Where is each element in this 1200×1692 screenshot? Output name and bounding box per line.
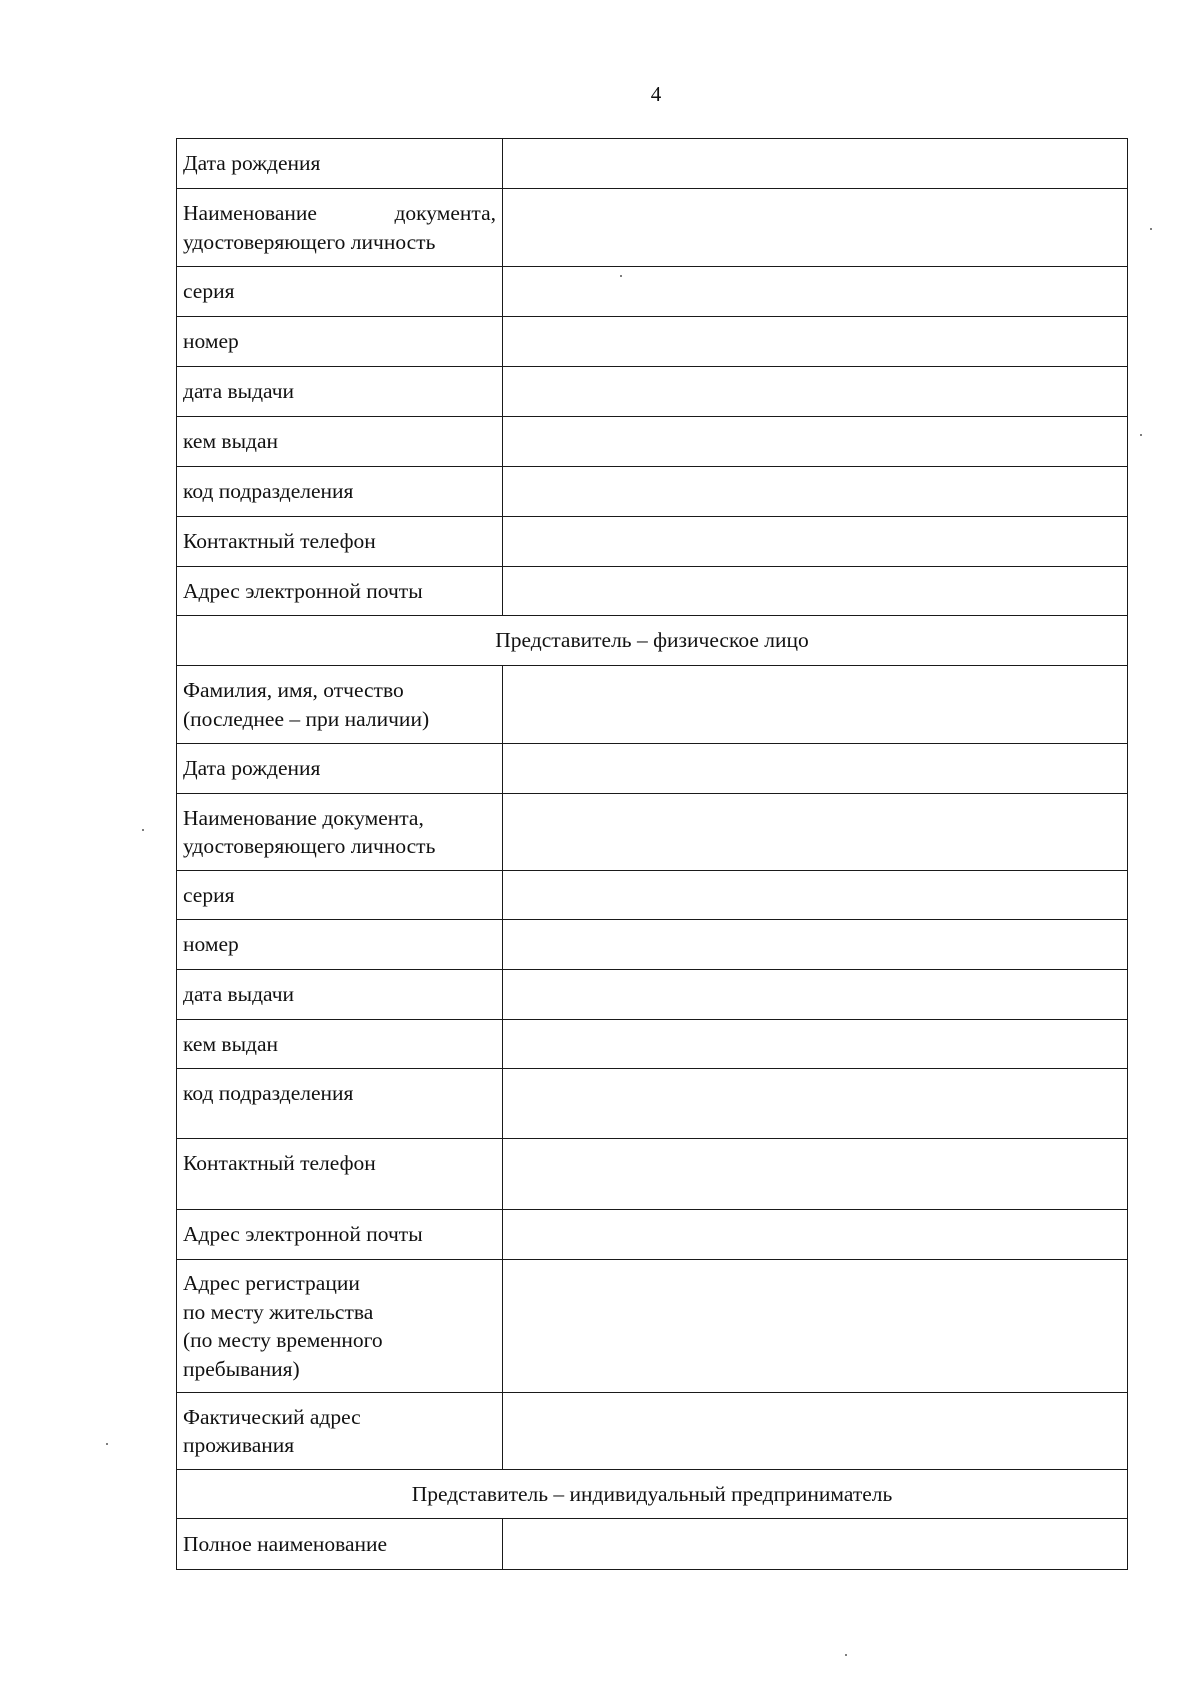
value-email[interactable] (503, 567, 1128, 616)
section-header-individual-representative (177, 616, 1128, 666)
form-row-rep-contact-phone (177, 1139, 1128, 1210)
label-document-series: серия (177, 267, 503, 317)
scan-speck (142, 829, 144, 831)
value-rep-identity-document[interactable] (503, 794, 1128, 871)
label-rep-full-name: Фамилия, имя, отчество (последнее – при наличии) (177, 666, 503, 744)
value-full-name[interactable] (503, 1519, 1128, 1570)
value-document-number[interactable] (503, 317, 1128, 367)
label-rep-registration-address: Адрес регистрации по месту жительства (по месту временного пребывания) (177, 1260, 503, 1393)
form-row-rep-issue-date (177, 970, 1128, 1020)
form-row-rep-issued-by (177, 1020, 1128, 1069)
scan-speck (620, 275, 622, 277)
form-row-birth-date (177, 139, 1128, 189)
form-row-rep-identity-document (177, 794, 1128, 871)
label-full-name: Полное наименование (177, 1519, 503, 1570)
label-document-number: номер (177, 317, 503, 367)
value-rep-birth-date[interactable] (503, 744, 1128, 794)
label-contact-phone: Контактный телефон (177, 517, 503, 567)
form-row-full-name (177, 1519, 1128, 1570)
label-issue-date: дата выдачи (177, 367, 503, 417)
form-row-subdivision-code (177, 467, 1128, 517)
label-rep-email: Адрес электронной почты (177, 1210, 503, 1260)
applicant-form-table (176, 138, 1128, 1570)
form-row-issue-date (177, 367, 1128, 417)
value-birth-date[interactable] (503, 139, 1128, 189)
scan-speck (845, 1654, 847, 1656)
value-rep-document-number[interactable] (503, 920, 1128, 970)
label-email: Адрес электронной почты (177, 567, 503, 616)
label-rep-document-number: номер (177, 920, 503, 970)
value-rep-registration-address[interactable] (503, 1260, 1128, 1393)
label-rep-document-series: серия (177, 871, 503, 920)
form-row-email (177, 567, 1128, 616)
value-rep-full-name[interactable] (503, 666, 1128, 744)
section-header-entrepreneur-representative (177, 1470, 1128, 1519)
value-rep-email[interactable] (503, 1210, 1128, 1260)
value-contact-phone[interactable] (503, 517, 1128, 567)
section-title-entrepreneur-representative: Представитель – индивидуальный предприниматель (177, 1470, 1128, 1519)
label-rep-identity-document: Наименование документа, удостоверяющего личность (177, 794, 503, 871)
label-birth-date: Дата рождения (177, 139, 503, 189)
value-document-series[interactable] (503, 267, 1128, 317)
value-identity-document[interactable] (503, 189, 1128, 267)
form-row-rep-email (177, 1210, 1128, 1260)
form-row-rep-subdivision-code (177, 1069, 1128, 1139)
form-row-rep-birth-date (177, 744, 1128, 794)
scan-speck (1140, 434, 1142, 436)
label-rep-issued-by: кем выдан (177, 1020, 503, 1069)
label-rep-contact-phone: Контактный телефон (177, 1139, 503, 1210)
form-row-contact-phone (177, 517, 1128, 567)
value-rep-document-series[interactable] (503, 871, 1128, 920)
form-row-rep-registration-address (177, 1260, 1128, 1393)
form-row-identity-document (177, 189, 1128, 267)
label-rep-issue-date: дата выдачи (177, 970, 503, 1020)
form-row-issued-by (177, 417, 1128, 467)
value-issue-date[interactable] (503, 367, 1128, 417)
value-rep-contact-phone[interactable] (503, 1139, 1128, 1210)
value-issued-by[interactable] (503, 417, 1128, 467)
scan-speck (1150, 228, 1152, 230)
label-subdivision-code: код подразделения (177, 467, 503, 517)
form-row-rep-full-name (177, 666, 1128, 744)
value-rep-issue-date[interactable] (503, 970, 1128, 1020)
form-row-rep-actual-address (177, 1393, 1128, 1470)
form-row-rep-document-series (177, 871, 1128, 920)
value-subdivision-code[interactable] (503, 467, 1128, 517)
section-title-individual-representative: Представитель – физическое лицо (177, 616, 1128, 666)
value-rep-subdivision-code[interactable] (503, 1069, 1128, 1139)
label-rep-subdivision-code: код подразделения (177, 1069, 503, 1139)
value-rep-issued-by[interactable] (503, 1020, 1128, 1069)
form-row-document-series (177, 267, 1128, 317)
label-identity-document: Наименование документа, удостоверяющего личность (177, 189, 503, 267)
form-row-rep-document-number (177, 920, 1128, 970)
scan-speck (106, 1443, 108, 1445)
label-rep-birth-date: Дата рождения (177, 744, 503, 794)
page-number: 4 (650, 82, 662, 106)
label-rep-actual-address: Фактический адрес проживания (177, 1393, 503, 1470)
label-issued-by: кем выдан (177, 417, 503, 467)
form-row-document-number (177, 317, 1128, 367)
value-rep-actual-address[interactable] (503, 1393, 1128, 1470)
